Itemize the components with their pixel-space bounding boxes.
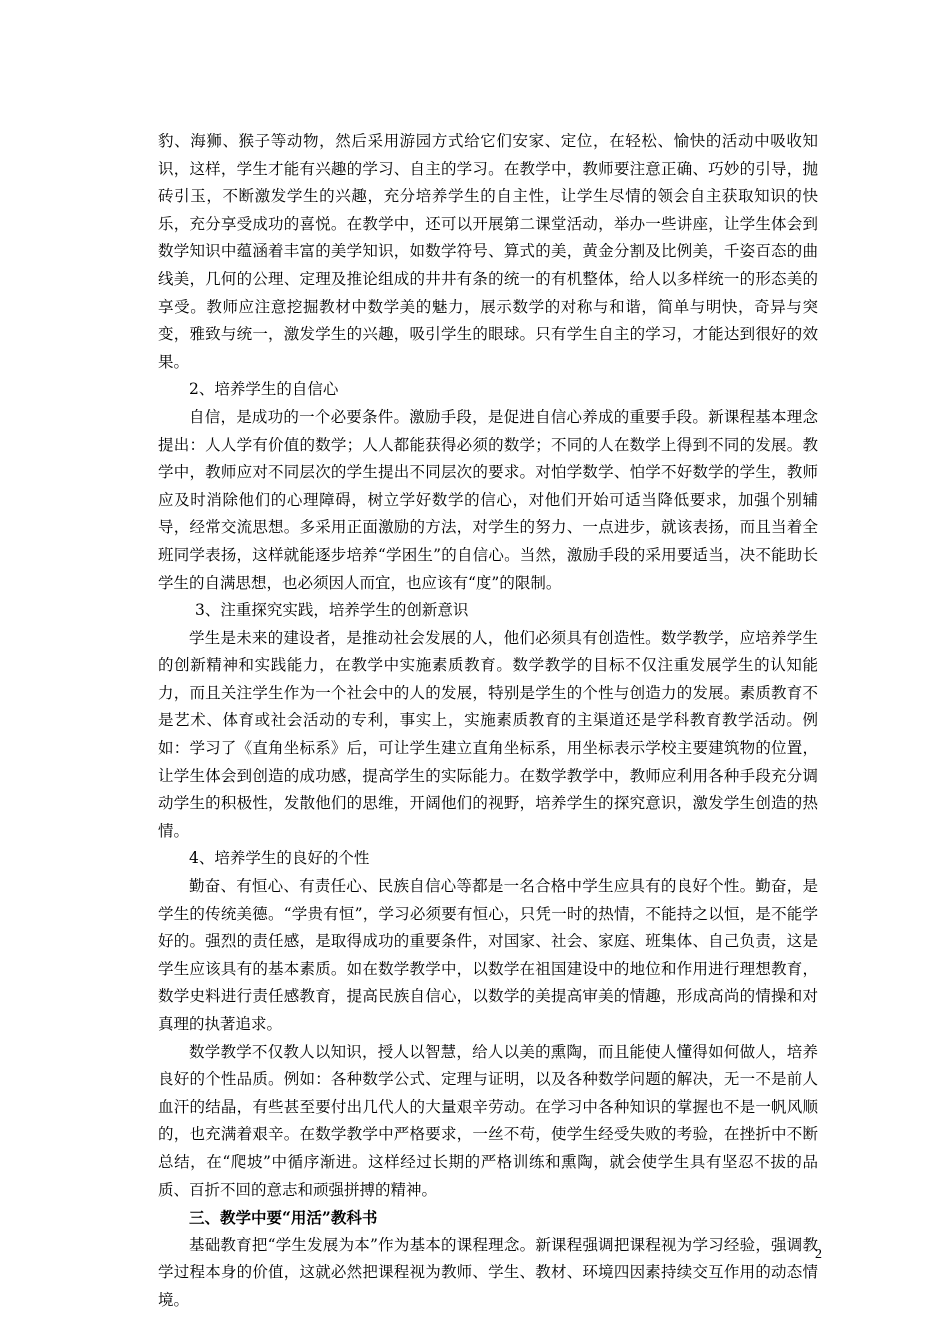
section-heading-3: 3、注重探究实践，培养学生的创新意识 [195, 601, 469, 620]
paragraph-body-6: 基础教育把“学生发展为本”作为基本的课程理念。新课程强调把课程视为学习经验，强调教学过程本身的价值，这就必然把课程视为教师、学生、教材、环境四因素持续交互作用的动态情境。 [158, 1235, 818, 1309]
paragraph-body-3: 学生是未来的建设者，是推动社会发展的人，他们必须具有创造性。数学教学，应培养学生的创新精神和实践能力，在教学中实施素质教育。数学教学的目标不仅注重发展学生的认知能力，而且关注学生作为一个社会中的人的发展，特别是学生的个性与创造力的发展。素质教育不是艺术、体育或社会活动的专利，事实上，实施素质教育的主渠道还是学科教育教学活动。例如：学习了《直角坐标系》后，可让学生建立直角坐标系，用坐标表示学校主要建筑物的位置，让学生体会到创造的成功感，提高学生的实际能力。在数学教学中，教师应利用各种手段充分调动学生的积极性，发散他们的思维，开阔他们的视野，培养学生的探究意识，激发学生创造的热情。 [158, 628, 818, 840]
section-heading-2: 2、培养学生的自信心 [189, 380, 339, 399]
page-number: 2 [815, 1247, 822, 1262]
chapter-heading-3: 三、教学中要“用活”教科书 [189, 1208, 378, 1228]
paragraph-body-1: 豹、海狮、猴子等动物，然后采用游园方式给它们安家、定位，在轻松、愉快的活动中吸收知识，这样，学生才能有兴趣的学习、自主的学习。在教学中，教师要注意正确、巧妙的引导，抛砖引玉，不断激发学生的兴趣，充分培养学生的自主性，让学生尽情的领会自主获取知识的快乐，充分享受成功的喜悦。在教学中，还可以开展第二课堂活动，举办一些讲座，让学生体会到数学知识中蕴涵着丰富的美学知识，如数学符号、算式的美，黄金分割及比例美，千姿百态的曲线美，几何的公理、定理及推论组成的井井有条的统一的有机整体，给人以多样统一的形态美的享受。教师应注意挖掘教材中数学美的魅力，展示数学的对称与和谐，简单与明快，奇异与突变，雅致与统一，激发学生的兴趣，吸引学生的眼球。只有学生自主的学习，才能达到很好的效果。 [158, 132, 818, 371]
paragraph-body-4: 勤奋、有恒心、有责任心、民族自信心等都是一名合格中学生应具有的良好个性。勤奋，是学生的传统美德。“学贵有恒”，学习必须要有恒心，只凭一时的热情，不能持之以恒，是不能学好的。强烈的责任感，是取得成功的重要条件，对国家、社会、家庭、班集体、自己负责，这是学生应该具有的基本素质。如在数学教学中，以数学在祖国建设中的地位和作用进行理想教育，数学史料进行责任感教育，提高民族自信心，以数学的美提高审美的情趣，形成高尚的情操和对真理的执著追求。 [158, 877, 818, 1033]
paragraph-body-2: 自信，是成功的一个必要条件。激励手段，是促进自信心养成的重要手段。新课程基本理念提出：人人学有价值的数学；人人都能获得必须的数学；不同的人在数学上得到不同的发展。教学中，教师应对不同层次的学生提出不同层次的要求。对怕学数学、怕学不好数学的学生，教师应及时消除他们的心理障碍，树立学好数学的信心，对他们开始可适当降低要求，加强个别辅导，经常交流思想。多采用正面激励的方法，对学生的努力、一点进步，就该表扬，而且当着全班同学表扬，这样就能逐步培养“学困生”的自信心。当然，激励手段的采用要适当，决不能助长学生的自满思想，也必须因人而宜，也应该有“度”的限制。 [158, 407, 818, 592]
body-text [158, 128, 818, 1315]
paragraph-body-5: 数学教学不仅教人以知识，授人以智慧，给人以美的熏陶，而且能使人懂得如何做人，培养良好的个性品质。例如：各种数学公式、定理与证明，以及各种数学问题的解决，无一不是前人血汗的结晶，有些甚至要付出几代人的大量艰辛劳动。在学习中各种知识的掌握也不是一帆风顺的，也充满着艰辛。在数学教学中严格要求，一丝不苟，使学生经受失败的考验，在挫折中不断总结，在“爬坡”中循序渐进。这样经过长期的严格训练和熏陶，就会使学生具有坚忍不拔的品质、百折不回的意志和顽强拼搏的精神。 [158, 1042, 818, 1199]
section-heading-4: 4、培养学生的良好的个性 [189, 849, 370, 868]
